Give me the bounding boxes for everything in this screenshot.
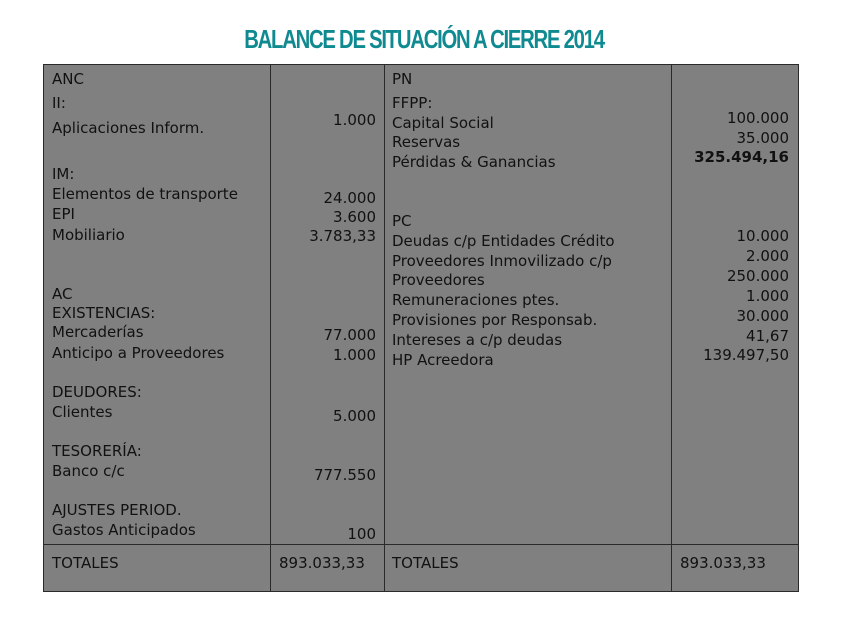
ajustes-heading: AJUSTES PERIOD.: [52, 501, 182, 519]
pc-heading: PC: [392, 212, 412, 230]
totals-divider: [44, 544, 798, 545]
balance-table: [43, 64, 799, 592]
pc-item-value: 139.497,50: [703, 346, 789, 364]
existencias-heading: EXISTENCIAS:: [52, 304, 156, 322]
existencias-item-value: 77.000: [323, 326, 376, 344]
pc-item-value: 1.000: [746, 287, 789, 305]
column-divider: [671, 65, 672, 591]
banco-label: Banco c/c: [52, 462, 125, 480]
im-item-label: EPI: [52, 205, 75, 223]
tesoreria-heading: TESORERÍA:: [52, 442, 142, 460]
clientes-label: Clientes: [52, 403, 113, 421]
pc-item-value: 41,67: [746, 327, 789, 345]
banco-value: 777.550: [313, 466, 376, 484]
totales-label: TOTALES: [52, 554, 119, 572]
aplicaciones-value: 1.000: [333, 111, 376, 129]
gastos-label: Gastos Anticipados: [52, 521, 196, 539]
column-divider: [270, 65, 271, 591]
pc-item-value: 2.000: [746, 247, 789, 265]
pn-heading: PN: [392, 70, 413, 88]
aplicaciones-label: Aplicaciones Inform.: [52, 119, 205, 137]
ii-heading: II:: [52, 94, 66, 112]
clientes-value: 5.000: [333, 407, 376, 425]
pc-item-value: 30.000: [736, 307, 789, 325]
pn-item-label: Reservas: [392, 133, 461, 151]
pc-item-value: 10.000: [736, 227, 789, 245]
ac-heading: AC: [52, 285, 73, 303]
pn-item-value: 35.000: [736, 129, 789, 147]
pc-item-label: Remuneraciones ptes.: [392, 291, 560, 309]
im-item-label: Elementos de transporte: [52, 185, 238, 203]
pc-item-label: Deudas c/p Entidades Crédito: [392, 232, 615, 250]
im-item-value: 24.000: [323, 189, 376, 207]
totales-label: TOTALES: [392, 554, 459, 572]
page-title: BALANCE DE SITUACIÓN A CIERRE 2014: [244, 24, 604, 54]
existencias-item-label: Mercaderías: [52, 323, 144, 341]
pn-item-value-total: 325.494,16: [694, 148, 789, 166]
pc-item-label: Proveedores Inmovilizado c/p: [392, 252, 612, 270]
pc-item-value: 250.000: [726, 267, 789, 285]
pn-item-label: Capital Social: [392, 114, 494, 132]
pc-item-label: Proveedores: [392, 271, 485, 289]
column-divider: [384, 65, 385, 591]
pn-item-label: Pérdidas & Ganancias: [392, 153, 556, 171]
existencias-item-value: 1.000: [333, 346, 376, 364]
totales-value: 893.033,33: [279, 554, 365, 572]
totales-value: 893.033,33: [680, 554, 766, 572]
anc-heading: ANC: [52, 70, 84, 88]
deudores-heading: DEUDORES:: [52, 383, 142, 401]
ffpp-heading: FFPP:: [392, 94, 433, 112]
im-item-value: 3.783,33: [309, 227, 376, 245]
pc-item-label: HP Acreedora: [392, 351, 494, 369]
im-item-value: 3.600: [333, 208, 376, 226]
existencias-item-label: Anticipo a Proveedores: [52, 344, 225, 362]
im-heading: IM:: [52, 165, 75, 183]
im-item-label: Mobiliario: [52, 226, 125, 244]
pc-item-label: Provisiones por Responsab.: [392, 311, 598, 329]
pn-item-value: 100.000: [726, 109, 789, 127]
gastos-value: 100: [347, 525, 376, 543]
pc-item-label: Intereses a c/p deudas: [392, 331, 563, 349]
